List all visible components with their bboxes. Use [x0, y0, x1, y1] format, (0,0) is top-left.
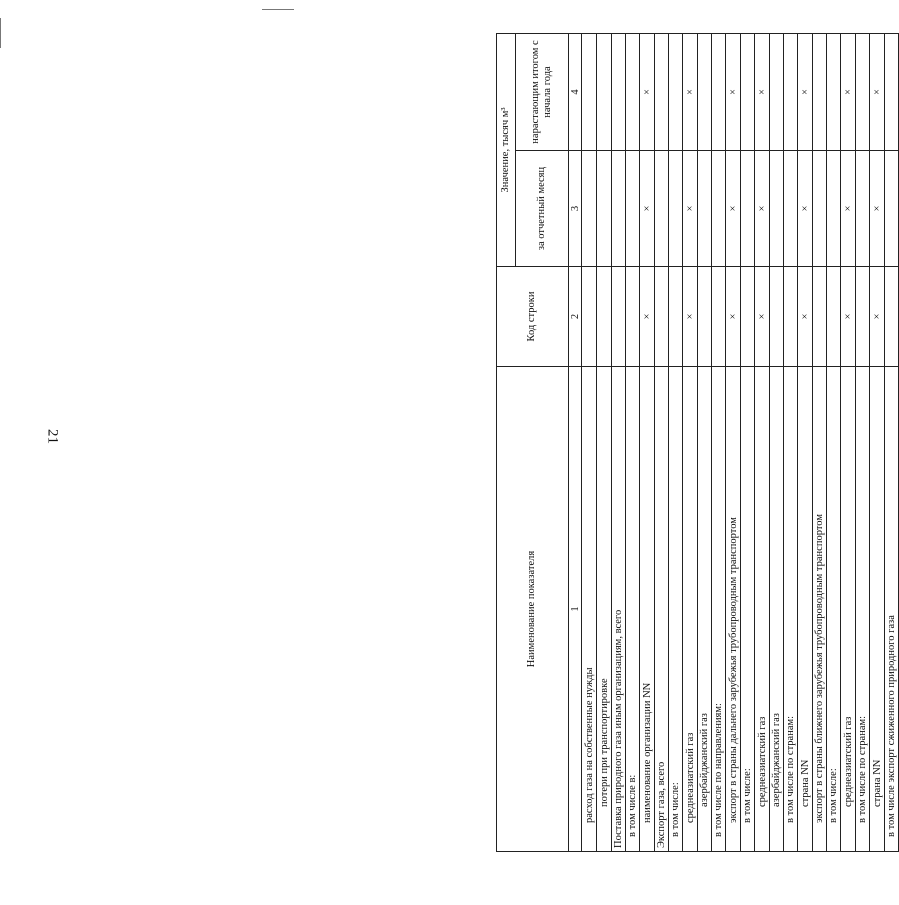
row-name: в том числе:: [669, 367, 683, 852]
row-cumulative-value: ×: [755, 33, 770, 150]
row-code: [770, 267, 784, 367]
row-name: в том числе по странам:: [784, 367, 798, 852]
row-name: в том числе экспорт сжиженного природного газа: [885, 367, 899, 852]
row-name: расход газа на собственные нужды: [582, 367, 597, 852]
table-row: [669, 33, 683, 851]
row-name: азербайджанский газ: [698, 367, 712, 852]
row-cumulative-value: [612, 33, 626, 150]
table-row: [597, 33, 612, 851]
row-name: в том числе в:: [626, 367, 640, 852]
row-month-value: ×: [726, 151, 741, 267]
table-row: [582, 33, 597, 851]
row-cumulative-value: [712, 33, 726, 150]
column-number-4: 4: [569, 33, 582, 150]
row-month-value: [827, 151, 841, 267]
row-month-value: [741, 151, 755, 267]
table-row: [712, 33, 726, 851]
header-cumulative: нарастающим итогом с начала года: [516, 33, 569, 150]
row-cumulative-value: [698, 33, 712, 150]
row-month-value: [712, 151, 726, 267]
table-row: [612, 33, 626, 851]
row-cumulative-value: [784, 33, 798, 150]
rotated-table-wrapper: [496, 34, 897, 852]
row-code: ×: [683, 267, 698, 367]
row-name: страна NN: [798, 367, 813, 852]
row-month-value: [612, 151, 626, 267]
row-cumulative-value: [741, 33, 755, 150]
row-month-value: ×: [683, 151, 698, 267]
row-code: [655, 267, 669, 367]
row-cumulative-value: ×: [798, 33, 813, 150]
row-cumulative-value: [597, 33, 612, 150]
header-code: Код строки: [497, 267, 569, 367]
row-code: [856, 267, 870, 367]
column-number-2: 2: [569, 267, 582, 367]
row-name: страна NN: [870, 367, 885, 852]
row-cumulative-value: [885, 33, 899, 150]
header-name: Наименование показателя: [497, 367, 569, 852]
page-number: 21: [44, 429, 61, 444]
scan-artifact-left: [0, 18, 1, 48]
row-code: [582, 267, 597, 367]
row-month-value: [655, 151, 669, 267]
row-cumulative-value: [856, 33, 870, 150]
gas-indicators-table: [496, 33, 899, 852]
row-month-value: ×: [841, 151, 856, 267]
row-code: [712, 267, 726, 367]
table-row: [626, 33, 640, 851]
row-month-value: [626, 151, 640, 267]
scan-artifact-top: [262, 9, 294, 10]
row-cumulative-value: [827, 33, 841, 150]
row-code: [597, 267, 612, 367]
row-name: среднеазиатский газ: [683, 367, 698, 852]
row-month-value: [770, 151, 784, 267]
row-name: экспорт в страны дальнего зарубежья трубопроводным транспортом: [726, 367, 741, 852]
row-name: в том числе:: [827, 367, 841, 852]
row-cumulative-value: [626, 33, 640, 150]
row-code: [626, 267, 640, 367]
column-number-1: 1: [569, 367, 582, 852]
row-month-value: [597, 151, 612, 267]
row-code: ×: [841, 267, 856, 367]
table-row: [726, 33, 741, 851]
table-row: [655, 33, 669, 851]
row-cumulative-value: [813, 33, 827, 150]
row-code: [827, 267, 841, 367]
row-month-value: [669, 151, 683, 267]
row-cumulative-value: [770, 33, 784, 150]
table-row: [885, 33, 899, 851]
row-cumulative-value: ×: [683, 33, 698, 150]
row-month-value: [582, 151, 597, 267]
column-number-3: 3: [569, 151, 582, 267]
table-row: [827, 33, 841, 851]
header-month: за отчетный месяц: [516, 151, 569, 267]
table-row: [741, 33, 755, 851]
row-month-value: ×: [755, 151, 770, 267]
row-cumulative-value: [655, 33, 669, 150]
row-code: [784, 267, 798, 367]
row-month-value: ×: [798, 151, 813, 267]
row-cumulative-value: ×: [726, 33, 741, 150]
header-value-group: Значение, тысяч м³: [497, 33, 516, 266]
row-cumulative-value: ×: [640, 33, 655, 150]
row-code: [885, 267, 899, 367]
row-code: [612, 267, 626, 367]
row-code: ×: [798, 267, 813, 367]
row-name: среднеазиатский газ: [841, 367, 856, 852]
row-code: [669, 267, 683, 367]
row-name: экспорт в страны ближнего зарубежья трубопроводным транспортом: [813, 367, 827, 852]
row-name: потери при транспортировке: [597, 367, 612, 852]
row-month-value: [698, 151, 712, 267]
table-row: [640, 33, 655, 851]
row-month-value: [784, 151, 798, 267]
table-row: [784, 33, 798, 851]
table-row: [841, 33, 856, 851]
table-row: [698, 33, 712, 851]
table-row: [856, 33, 870, 851]
row-month-value: [885, 151, 899, 267]
row-name: в том числе по направлениям:: [712, 367, 726, 852]
row-code: ×: [755, 267, 770, 367]
row-name: наименование организации NN: [640, 367, 655, 852]
row-month-value: [856, 151, 870, 267]
row-code: [813, 267, 827, 367]
row-cumulative-value: ×: [870, 33, 885, 150]
row-month-value: [813, 151, 827, 267]
row-name: в том числе по странам:: [856, 367, 870, 852]
row-name: в том числе:: [741, 367, 755, 852]
row-cumulative-value: [582, 33, 597, 150]
table-row: [813, 33, 827, 851]
row-cumulative-value: [669, 33, 683, 150]
row-name: азербайджанский газ: [770, 367, 784, 852]
row-name: Экспорт газа, всего: [655, 367, 669, 852]
row-code: [698, 267, 712, 367]
row-name: Поставка природного газа иным организациям, всего: [612, 367, 626, 852]
table-row: [770, 33, 784, 851]
table-row: [683, 33, 698, 851]
table-row: [798, 33, 813, 851]
row-code: ×: [640, 267, 655, 367]
table-body: [582, 33, 899, 851]
row-cumulative-value: ×: [841, 33, 856, 150]
row-name: среднеазиатский газ: [755, 367, 770, 852]
table-row: [755, 33, 770, 851]
row-code: ×: [870, 267, 885, 367]
row-month-value: ×: [640, 151, 655, 267]
row-month-value: ×: [870, 151, 885, 267]
row-code: [741, 267, 755, 367]
table-row: [870, 33, 885, 851]
row-code: ×: [726, 267, 741, 367]
